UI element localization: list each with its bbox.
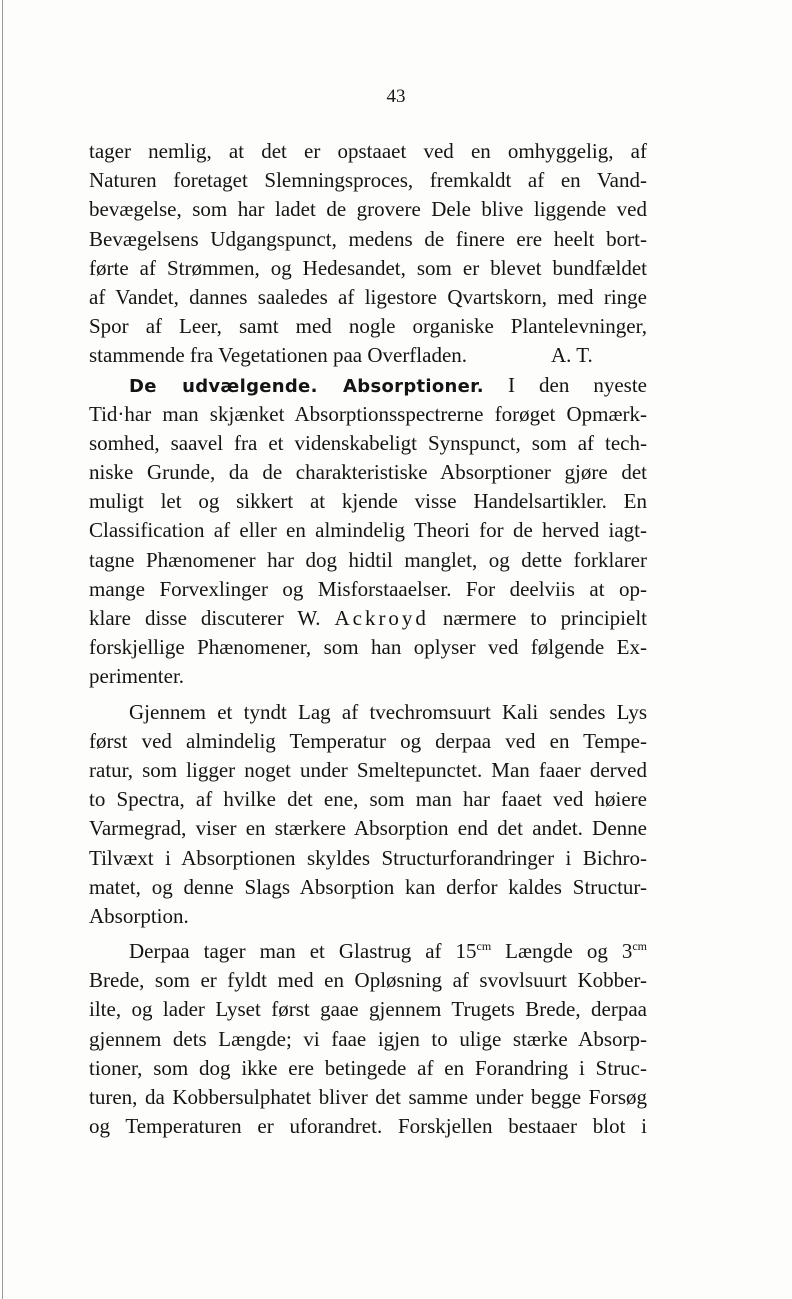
text-line-content: Derpaa tager man et Glastrug af 15 bbox=[129, 939, 477, 964]
page-number: 43 bbox=[386, 86, 406, 107]
text-line: tagne Phænomener har dog hidtil manglet, og dette forklarer bbox=[89, 547, 647, 572]
author-name: Ackroyd bbox=[334, 606, 429, 630]
author-signature: A. T. bbox=[551, 343, 593, 368]
text-line: perimenter. bbox=[89, 664, 185, 689]
text-line: Brede, som er fyldt med en Opløsning af svovlsuurt Kobber- bbox=[89, 968, 647, 993]
text-line: Tid·har man skjænket Absorptionsspectrerne forøget Opmærk- bbox=[89, 401, 647, 426]
text-line: Spor af Leer, samt med nogle organiske Plantelevninger, bbox=[89, 314, 647, 339]
text-line: turen, da Kobbersulphatet bliver det samme under begge Forsøg bbox=[89, 1085, 647, 1109]
text-line: to Spectra, af hvilke det ene, som man har faaet ved høiere bbox=[89, 787, 647, 812]
text-line: ilte, og lader Lyset først gaae gjennem Trugets Brede, derpaa bbox=[89, 997, 647, 1022]
text-line: mange Forvexlinger og Misforstaaelser. For deelviis at op- bbox=[89, 576, 647, 601]
text-line: somhed, saavel fra et videnskabeligt Synspunct, som af tech- bbox=[89, 430, 647, 455]
text-line: Absorption. bbox=[89, 903, 189, 928]
text-line: ratur, som ligger noget under Smeltepunctet. Man faaer derved bbox=[89, 757, 647, 782]
page-edge bbox=[2, 0, 3, 1299]
paragraph-1 bbox=[89, 137, 647, 371]
text-line-content: nærmere to principielt bbox=[442, 606, 647, 630]
text-line: Tilvæxt i Absorptionen skyldes Structurforandringer i Bichro- bbox=[89, 845, 647, 870]
text-line: Naturen foretaget Slemningsproces, fremkaldt af en Vand- bbox=[89, 168, 647, 193]
text-line bbox=[89, 341, 647, 370]
text-line: Bevægelsens Udgangspunct, medens de finere ere heelt bort- bbox=[89, 226, 647, 251]
unit-superscript: cm bbox=[632, 939, 647, 954]
paragraph-4 bbox=[89, 937, 647, 1141]
paragraph-2 bbox=[89, 371, 647, 692]
text-line: af Vandet, dannes saaledes af ligestore Qvartskorn, med ringe bbox=[89, 284, 647, 309]
text-line: tager nemlig, at det er opstaaet ved en omhyggelig, af bbox=[89, 139, 647, 163]
text-line: forskjellige Phænomener, som han oplyser ved følgende Ex- bbox=[89, 635, 647, 660]
text-line: muligt let og sikkert at kjende visse Handelsartikler. En bbox=[89, 489, 647, 514]
text-line: og Temperaturen er uforandret. Forskjellen bestaaer blot i bbox=[89, 1114, 647, 1139]
text-line: bevægelse, som har ladet de grovere Dele blive liggende ved bbox=[89, 197, 647, 222]
body-text bbox=[89, 137, 647, 1141]
text-line bbox=[89, 371, 647, 400]
text-line-content: Længde og 3 bbox=[491, 939, 633, 964]
text-line: førte af Strømmen, og Hedesandet, som er blevet bundfældet bbox=[89, 255, 647, 280]
text-line: niske Grunde, da de charakteristiske Absorptioner gjøre det bbox=[89, 460, 647, 485]
text-line: matet, og denne Slags Absorption kan derfor kaldes Structur- bbox=[89, 874, 647, 899]
text-line bbox=[89, 937, 647, 966]
text-line: Varmegrad, viser en stærkere Absorption end det andet. Denne bbox=[89, 816, 647, 841]
text-line-content: klare disse discuterer W. bbox=[89, 606, 321, 630]
section-heading: De udvælgende. Absorptioner. bbox=[129, 375, 484, 397]
text-line bbox=[89, 604, 647, 633]
text-line: Classification af eller en almindelig Theori for de herved iagt- bbox=[89, 518, 647, 543]
text-line: først ved almindelig Temperatur og derpaa ved en Tempe- bbox=[89, 728, 647, 753]
text-line: gjennem dets Længde; vi faae igjen to ulige stærke Absorp- bbox=[89, 1026, 647, 1051]
text-line-content: stammende fra Vegetationen paa Overfladen. bbox=[89, 343, 468, 368]
text-line-content: I den nyeste bbox=[507, 372, 647, 397]
text-line: tioner, som dog ikke ere betingede af en Forandring i Struc- bbox=[89, 1055, 647, 1080]
paragraph-3 bbox=[89, 698, 647, 932]
unit-superscript: cm bbox=[476, 939, 492, 954]
text-line: Gjennem et tyndt Lag af tvechromsuurt Kali sendes Lys bbox=[129, 699, 647, 724]
